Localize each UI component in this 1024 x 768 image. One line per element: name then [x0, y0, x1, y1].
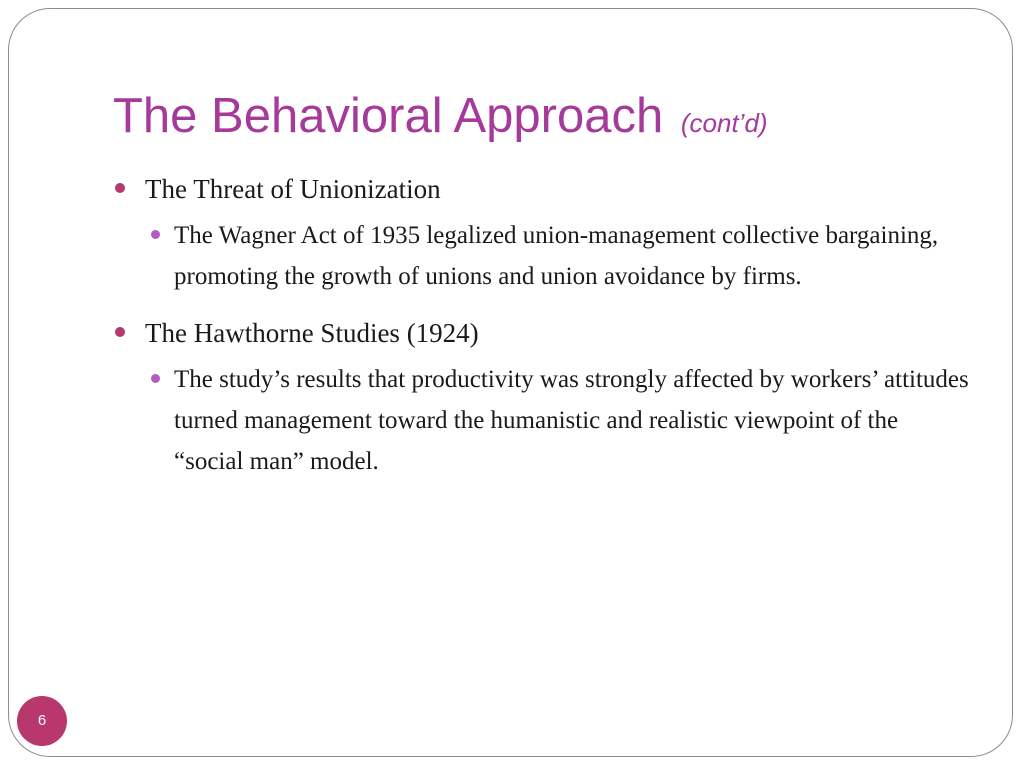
bullet-text: The Threat of Unionization [145, 174, 441, 204]
bullet-item [113, 311, 973, 355]
sub-bullet-item [143, 215, 973, 297]
bullet-item [113, 167, 973, 211]
sub-bullet-dot-icon [151, 374, 160, 383]
slide-content [113, 167, 973, 496]
slide-number-badge: 6 [17, 696, 67, 746]
bullet-dot-icon [115, 183, 125, 193]
sub-bullet-text: The study’s results that productivity was strongly affected by workers’ attitudes turned management toward the humanistic and realistic viewpoint of the “social man” model. [174, 366, 969, 475]
sub-bullet-text: The Wagner Act of 1935 legalized union-management collective bargaining, promoting the growth of unions and union avoidance by firms. [174, 222, 939, 290]
bullet-text: The Hawthorne Studies (1924) [145, 318, 479, 348]
slide-title-main: The Behavioral Approach [113, 89, 664, 143]
sub-bullet-dot-icon [151, 230, 160, 239]
slide-title-suffix: (cont’d) [680, 108, 768, 138]
bullet-dot-icon [115, 327, 125, 337]
slide-title [113, 84, 768, 155]
sub-bullet-item [143, 359, 973, 482]
